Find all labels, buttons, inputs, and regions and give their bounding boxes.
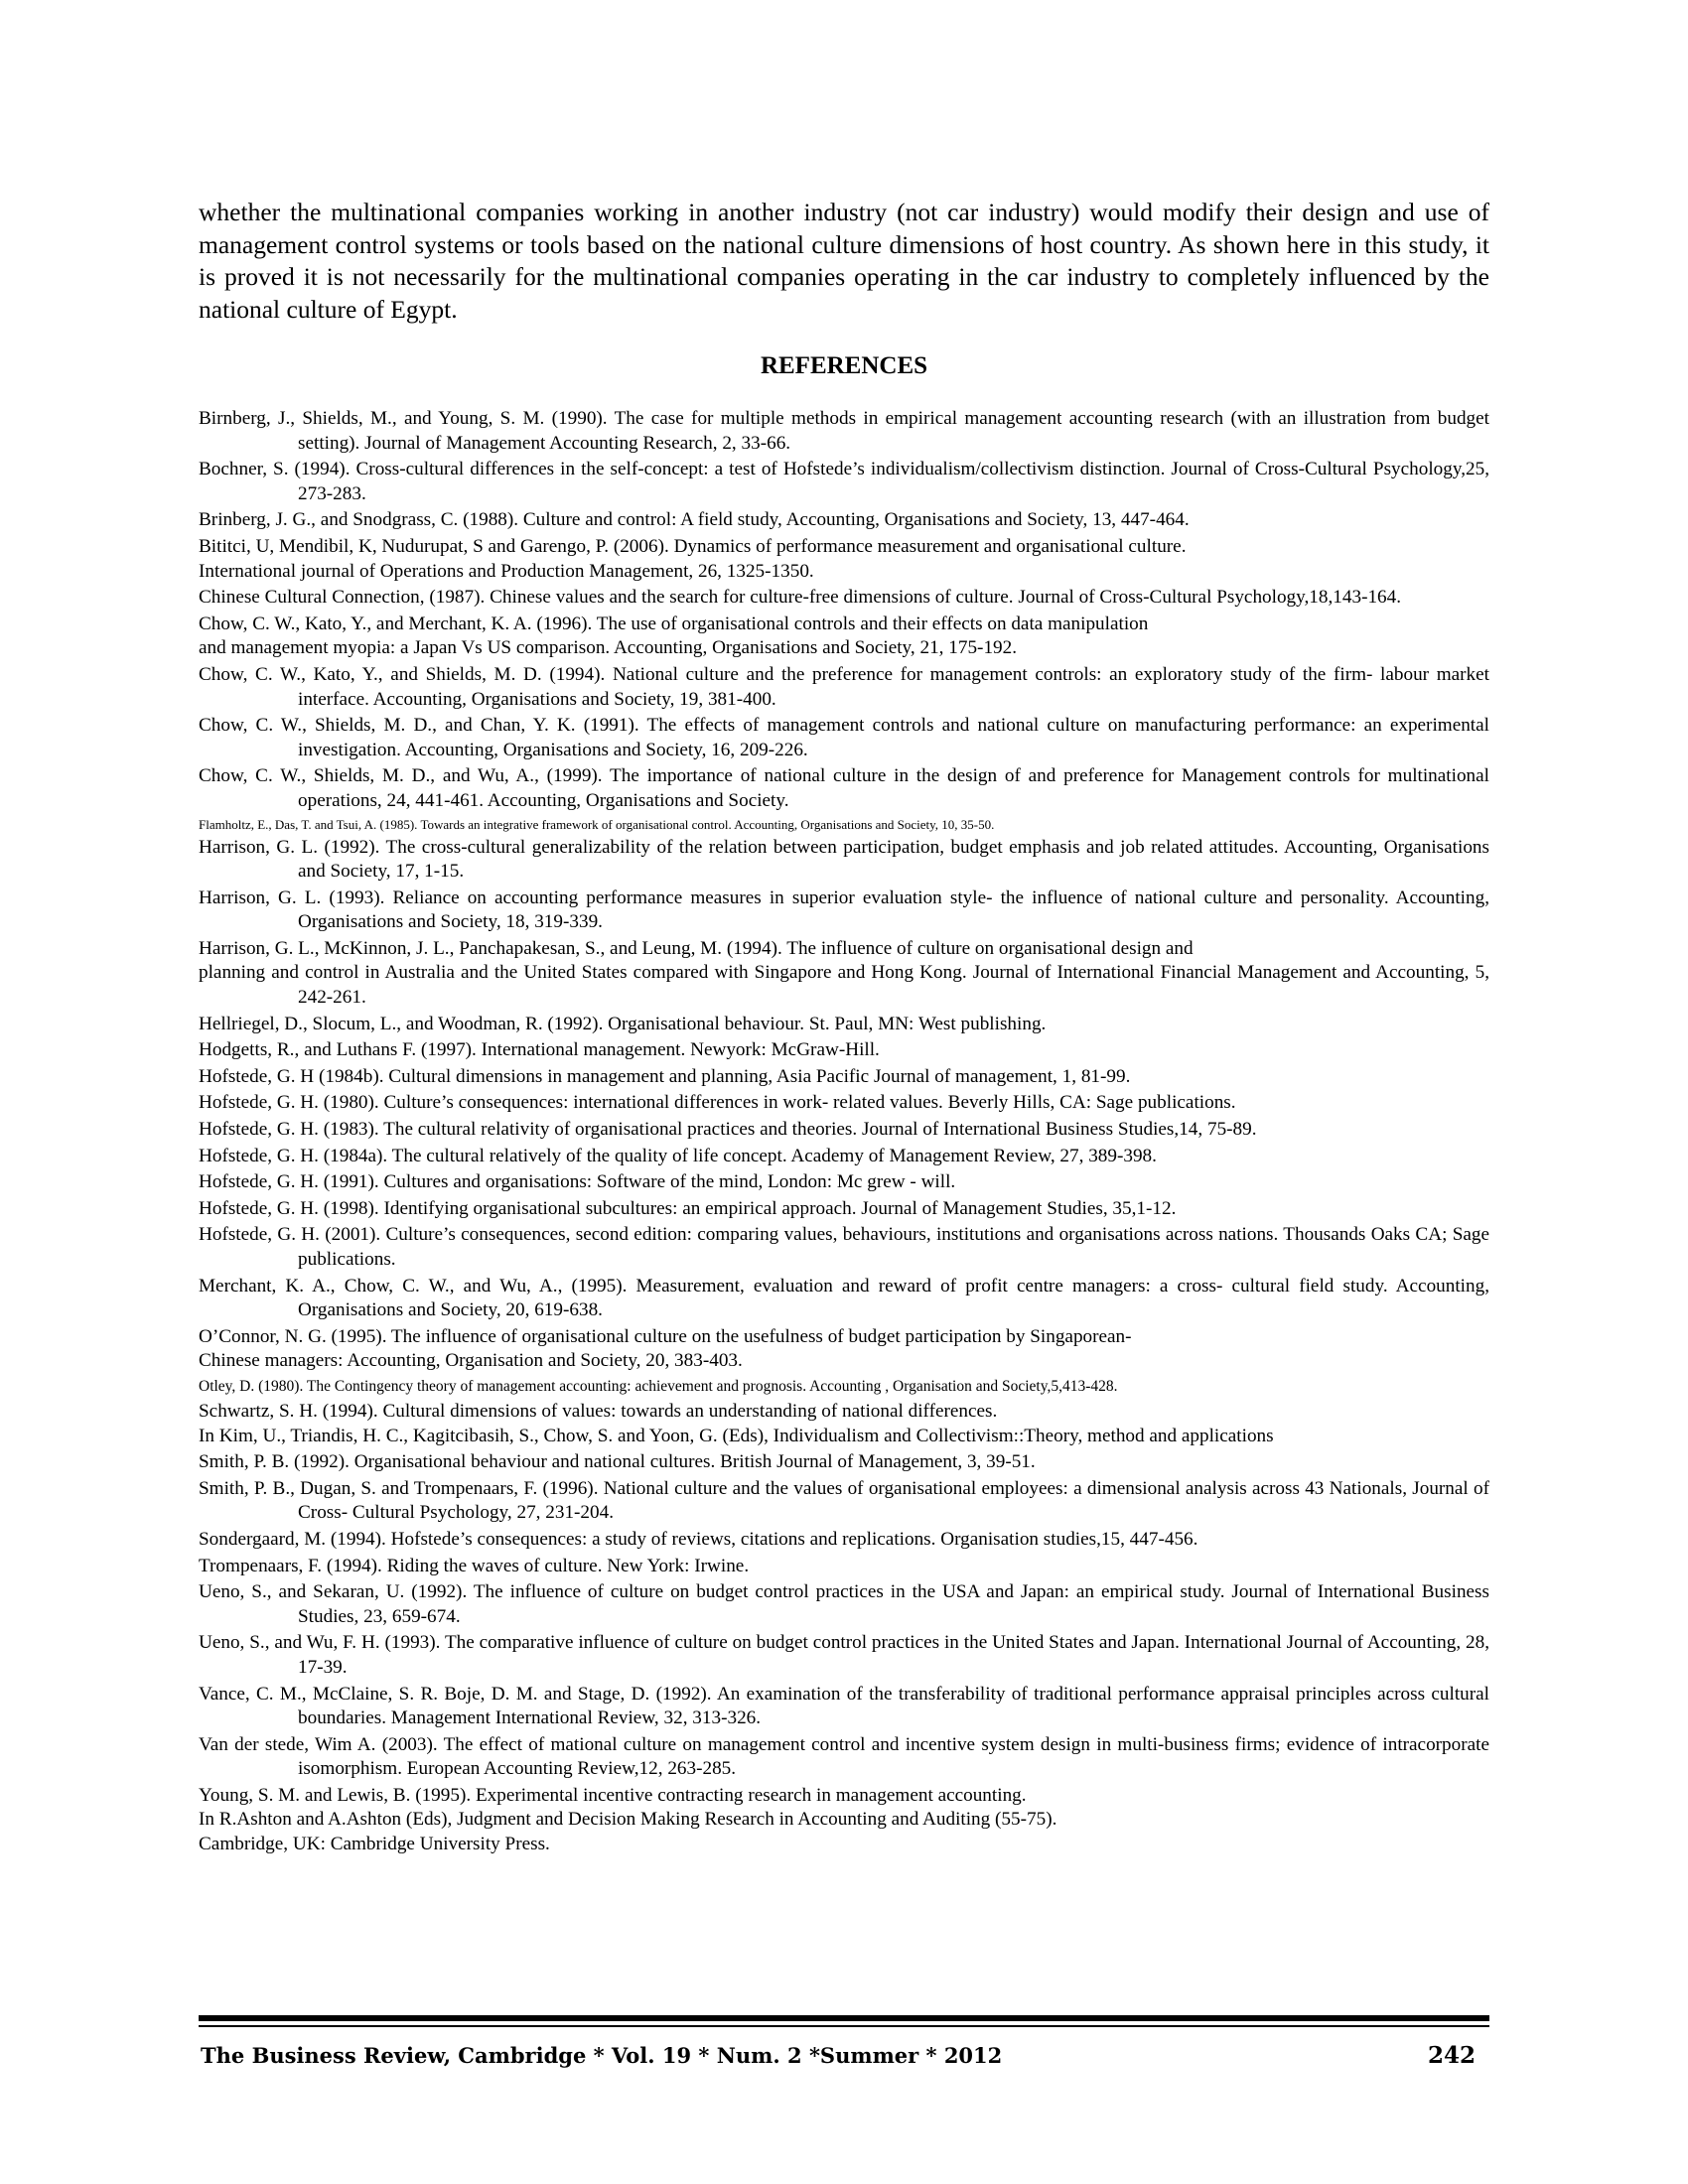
reference-entry: Chow, C. W., Shields, M. D., and Wu, A., (1999). The importance of national culture in the design of and preference for Management controls for multinational operations, 24, 441-461. Accounting, Organisations and Society. [199,765,1489,811]
reference-entry: Harrison, G. L. (1992). The cross-cultural generalizability of the relation between participation, budget emphasis and job related attitudes. Accounting, Organisations and Society, 17, 1-15. [199,836,1489,883]
reference-entry: Hofstede, G. H. (1980). Culture’s consequences: international differences in work- related values. Beverly Hills, CA: Sage publications. [199,1092,1236,1114]
footer-rule [199,2015,1489,2021]
reference-entry: Otley, D. (1980). The Contingency theory of management accounting: achievement and prognosis. Accounting , Organisation and Society,5,413-428. [199,1377,1118,1395]
reference-entry: Harrison, G. L., McKinnon, J. L., Panchapakesan, S., and Leung, M. (1994). The influence of culture on organisational design and [199,937,1194,959]
reference-entry: Smith, P. B., Dugan, S. and Trompenaars, F. (1996). National culture and the values of organisational employees: a dimensional analysis across 43 Nationals, Journal of Cross- Cultural Psychology, 27, 231-204. [199,1477,1489,1524]
reference-entry: Birnberg, J., Shields, M., and Young, S. M. (1990). The case for multiple methods in empirical management accounting research (with an illustration from budget setting). Journal of Management Accounting Research, 2, 33-66. [199,408,1489,454]
reference-entry: Hofstede, G. H. (1983). The cultural relativity of organisational practices and theories. Journal of International Business Studies,14, 75-89. [199,1119,1257,1141]
reference-entry: Chow, C. W., Kato, Y., and Merchant, K. A. (1996). The use of organisational controls and their effects on data manipulation [199,613,1149,634]
reference-entry: Cambridge, UK: Cambridge University Press. [199,1834,550,1855]
page-number: 242 [1427,2042,1476,2069]
page-footer [199,2038,1489,2074]
reference-entry: Ueno, S., and Sekaran, U. (1992). The influence of culture on budget control practices in the USA and Japan: an empirical study. Journal of International Business Studies, 23, 659-674. [199,1581,1489,1627]
reference-entry: Bititci, U, Mendibil, K, Nudurupat, S and Garengo, P. (2006). Dynamics of performance measurement and organisational culture. [199,535,1187,557]
reference-entry: O’Connor, N. G. (1995). The influence of organisational culture on the usefulness of budget participation by Singaporean- [199,1325,1132,1347]
reference-entry: Bochner, S. (1994). Cross-cultural differences in the self-concept: a test of Hofstede’s individualism/collectivism distinction. Journal of Cross-Cultural Psychology,25, 273-283. [199,459,1489,504]
reference-entry: Trompenaars, F. (1994). Riding the waves of culture. New York: Irwine. [199,1555,750,1576]
reference-entry: Brinberg, J. G., and Snodgrass, C. (1988). Culture and control: A field study, Accounting, Organisations and Society, 13, 447-464. [199,509,1190,531]
reference-entry: Ueno, S., and Wu, F. H. (1993). The comparative influence of culture on budget control practices in the United States and Japan. International Journal of Accounting, 28, 17-39. [199,1632,1489,1678]
reference-entry: Hofstede, G. H. (2001). Culture’s consequences, second edition: comparing values, behaviours, institutions and organisations across nations. Thousands Oaks CA; Sage publications. [199,1224,1489,1270]
reference-entry: Chow, C. W., Shields, M. D., and Chan, Y. K. (1991). The effects of management controls and national culture on manufacturing performance: an experimental investigation. Accounting, Organisations and Society, 16, 209-226. [199,715,1489,760]
reference-entry: Hofstede, G. H. (1991). Cultures and organisations: Software of the mind, London: Mc grew - will. [199,1171,956,1193]
reference-entry: Hofstede, G. H. (1984a). The cultural relatively of the quality of life concept. Academy of Management Review, 27, 389-398. [199,1145,1157,1166]
reference-entry: Hofstede, G. H (1984b). Cultural dimensions in management and planning, Asia Pacific Journal of management, 1, 81-99. [199,1065,1131,1087]
reference-entry: Sondergaard, M. (1994). Hofstede’s consequences: a study of reviews, citations and replications. Organisation studies,15, 447-456. [199,1528,1198,1550]
references-heading: REFERENCES [760,352,928,379]
reference-entry: Smith, P. B. (1992). Organisational behaviour and national cultures. British Journal of Management, 3, 39-51. [199,1451,1036,1473]
reference-entry: Chinese Cultural Connection, (1987). Chinese values and the search for culture-free dimensions of culture. Journal of Cross-Cultural Psychology,18,143-164. [199,587,1402,609]
reference-entry: Chinese managers: Accounting, Organisation and Society, 20, 383-403. [199,1350,743,1372]
references-list [199,407,1489,1859]
reference-entry: planning and control in Australia and the United States compared with Singapore and Hong Kong. Journal of International Financial Management and Accounting, 5, 242-261. [199,962,1489,1009]
reference-entry: Chow, C. W., Kato, Y., and Shields, M. D. (1994). National culture and the preference for management controls: an exploratory study of the firm- labour market interface. Accounting, Organisations and Society, 19, 381-400. [199,663,1489,710]
reference-entry: International journal of Operations and Production Management, 26, 1325-1350. [199,560,814,582]
footer-journal-citation: The Business Review, Cambridge * Vol. 19 * Num. 2 *Summer * 2012 [201,2043,1003,2068]
reference-entry: In Kim, U., Triandis, H. C., Kagitcibasih, S., Chow, S. and Yoon, G. (Eds), Individualism and Collectivism::Theory, method and applications [199,1425,1274,1446]
reference-entry: Hellriegel, D., Slocum, L., and Woodman, R. (1992). Organisational behaviour. St. Paul, MN: West publishing. [199,1013,1047,1034]
footer-rule-thin [199,2025,1489,2027]
reference-entry: Hofstede, G. H. (1998). Identifying organisational subcultures: an empirical approach. Journal of Management Studies, 35,1-12. [199,1197,1177,1219]
reference-entry: Hodgetts, R., and Luthans F. (1997). International management. Newyork: McGraw-Hill. [199,1039,880,1061]
reference-entry: and management myopia: a Japan Vs US comparison. Accounting, Organisations and Society, 21, 175-192. [199,637,1018,659]
reference-entry: Schwartz, S. H. (1994). Cultural dimensions of values: towards an understanding of national differences. [199,1400,998,1422]
intro-paragraph: whether the multinational companies working in another industry (not car industry) would modify their design and use of management control systems or tools based on the national culture dimensions of host country. As shown here in this study, it is proved it is not necessarily for the multinational companies operating in the car industry to completely influenced by the national culture of Egypt. [199,198,1489,324]
reference-entry: Harrison, G. L. (1993). Reliance on accounting performance measures in superior evaluation style- the influence of national culture and personality. Accounting, Organisations and Society, 18, 319-339. [199,887,1489,933]
reference-entry: Young, S. M. and Lewis, B. (1995). Experimental incentive contracting research in management accounting. [199,1784,1027,1806]
reference-entry: In R.Ashton and A.Ashton (Eds), Judgment and Decision Making Research in Accounting and Auditing (55-75). [199,1809,1057,1831]
reference-entry: Flamholtz, E., Das, T. and Tsui, A. (1985). Towards an integrative framework of organisational control. Accounting, Organisations and Society, 10, 35-50. [199,816,995,832]
reference-entry: Van der stede, Wim A. (2003). The effect of mational culture on management control and incentive system design in multi-business firms; evidence of intracorporate isomorphism. European Accounting Review,12, 263-285. [199,1733,1489,1780]
reference-entry: Vance, C. M., McClaine, S. R. Boje, D. M. and Stage, D. (1992). An examination of the transferability of traditional performance appraisal principles across cultural boundaries. Management International Review, 32, 313-326. [199,1683,1489,1729]
reference-entry: Merchant, K. A., Chow, C. W., and Wu, A., (1995). Measurement, evaluation and reward of profit centre managers: a cross- cultural field study. Accounting, Organisations and Society, 20, 619-638. [199,1275,1489,1321]
